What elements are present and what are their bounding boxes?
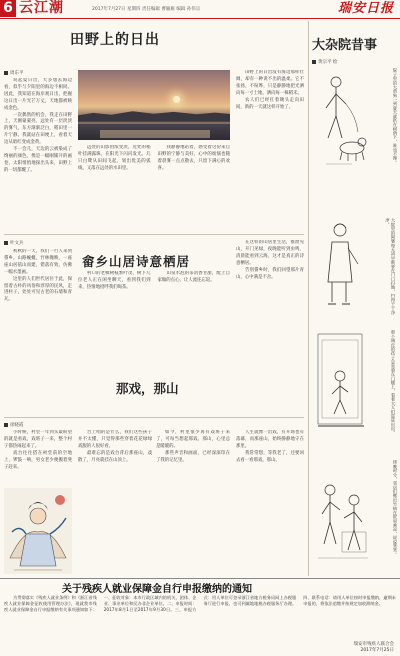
notice-divider — [0, 578, 400, 579]
notice-issuer: 瑞安市残疾人联合会 — [353, 642, 394, 647]
column-title: 大杂院昔事 — [312, 38, 378, 53]
sun-shape — [173, 96, 180, 103]
section-name: 云江潮 — [19, 0, 64, 16]
drama-text-col2: 台上唱的是什么，我们这些孩子并不太懂，只觉得那些穿着花花绿绿戏服的人很好看。 最难忘的是戏台背后那座山，戏散了，月亮就挂在山顶上。 — [78, 430, 152, 463]
column-byline: 黄宗平 绘 — [312, 59, 337, 65]
village-byline: 叶文兵 — [4, 240, 24, 246]
drama-byline: 徐晓霞 — [4, 422, 24, 428]
village-text-col1: 初秋的一天，我们一行人来到畲乡，山路蜿蜒，竹林掩映，一座座山居依山而建，错落有致，仿佛一幅水墨画。 这里的人们世代居住于此，保留着古朴的风俗和淳厚的民风，走进村子，处处可见古老的石墙和青瓦。 — [4, 249, 72, 303]
notice-body: 为贯彻落实《残疾人就业条例》和《浙江省残疾人就业保障金征收使用管理办法》，现就我市残疾人就业保障金自行申报缴纳有关事项通知如下：一、征收对象：本市行政区域内的机关、团体、企业、事业单位和民办非企业单位。二、申报时间：2017年8月1日至2017年9月30日。三、申报方式：用人单位可登录浙江省地方税务局网上办税服务厅进行申报，也可到属地地税办税服务厅办理。四、联系电话：请用人单位按时申报缴纳，逾期未申报的，将依法追缴并按规定加收滞纳金。 — [4, 595, 396, 613]
drama-text-col3: 如今，村里很少再有戏班子来了，可每当想起那戏、那山，心里总是暖暖的。 那些声音和画面，已经深深印在了我的记忆里。 — [156, 430, 230, 463]
mountain-ridge-shape — [78, 107, 230, 121]
field-strip-shape — [78, 122, 230, 124]
section-divider-1 — [4, 234, 304, 235]
sweeping-woman-sketch — [318, 218, 368, 318]
opera-performer-illustration — [4, 488, 72, 574]
notice-box — [0, 580, 400, 656]
sketch-caption-4: 傍晚时分，邻居们搬出竹椅在院里乘凉，说说笑笑。 — [393, 460, 398, 557]
sunrise-byline: 周东平 — [4, 70, 24, 76]
issue-meta: 2017年7月27日 星期四 责任编辑 曹颖雁 编辑 孙伟宗 — [92, 7, 201, 12]
section-divider-2 — [4, 417, 304, 418]
masthead-rule — [0, 18, 400, 19]
neighbors-chatting-sketch — [312, 460, 372, 572]
sketch-caption-1: 院子里的大黄狗一到夏天就趴在树荫下，谁也不理。 — [393, 68, 398, 165]
village-text-col2: 村口的老樟树枝繁叶茂，树下几位老人正在闲坐聊天，看到我们到来，热情地招呼我们喝茶。 山泉水泡的茶清香甘甜，配上自家做的点心，让人流连忘返。 — [78, 271, 230, 290]
right-column-divider — [308, 21, 309, 576]
newspaper-logo: 瑞安日报 — [337, 1, 394, 16]
drama-text-col1: 小时候，村里一年到头最盼望的就是看戏，戏班子一来，整个村子都热闹起来了。 戏台往往搭在祠堂前的空地上，锣鼓一响，男女老少便搬着凳子赶来。 — [4, 430, 72, 470]
drama-text-col4: 人生就像一出戏，有开场也有落幕，而那座山，始终静静地守在那里。 我常常想，等我老了，还要回去看一看那戏，那山。 — [236, 430, 304, 463]
sketch-caption-3: 那个调皮的孩子总是骑在门槛上，看着大人们进进出出。 — [391, 330, 396, 435]
sunrise-title: 田野上的日出 — [70, 32, 160, 48]
page-number: 6 — [0, 0, 16, 17]
village-title: 畲乡山居诗意栖居 — [82, 254, 191, 269]
sunrise-text-col1: 说起夏日出，大多想去海边看，似乎与夕阳里的海边不相同。因此，我知道在海岸观日出，把握这日出一片光芒万丈，天地都被映成金色。 一次偶然的机会，我走在田野上，天刚蒙蒙亮，远处有一层淡淡的雾气，东方渐渐泛白，稻田里一片宁静。我就站在田埂上，看着天边从暗红变成金黄。 不一会儿，天边的云被染成了绚丽的颜色，像是一幅刚铺开的画卷，太阳悄悄地探出头来，田野上的一切都醒了。 — [4, 78, 72, 173]
sunrise-text-col2: 远处的山影由浓变淡，近处的稻叶挂满露珠，在阳光下闪闪发光。几只白鹭从田间飞起，划出优美的弧线，又落在远处的水田里。 我静静地站着，感受着这份来自田野的宁静与美好，心中的烦恼也随着晨雾一点点散去，只留下满心的欢喜。 — [78, 145, 230, 171]
sunrise-text-col3: 田野上的日出没有海边那样壮阔，却有一种说不出的温柔。它不张扬，不喧哗，只是静静地把光洒向每一寸土地，洒向每一株稻禾。 农人们已经扛着锄头走向田间，新的一天就这样开始了。 — [236, 70, 304, 110]
drama-title: 那戏，那山 — [116, 381, 179, 396]
sunrise-photo — [78, 70, 230, 140]
notice-signoff — [354, 642, 395, 654]
village-text-col3: 在这样的山居里生活，推窗见山，开门见绿，夜晚能听到虫鸣，清晨能看到云海，这才是真正的诗意栖居。 告别畲乡时，我们回望那片青山，心中满是不舍。 — [236, 240, 304, 280]
child-doorway-sketch — [314, 330, 370, 440]
notice-title: 关于残疾人就业保障金自行申报缴纳的通知 — [62, 584, 252, 595]
dog-walker-sketch — [312, 68, 374, 180]
sketch-caption-2: 大院里的阿婆每天清早都要在门口扫地，扫得干干净净。 — [385, 218, 396, 315]
water-reflection-shape — [100, 130, 210, 138]
notice-date: 2017年7月25日 — [360, 648, 394, 653]
